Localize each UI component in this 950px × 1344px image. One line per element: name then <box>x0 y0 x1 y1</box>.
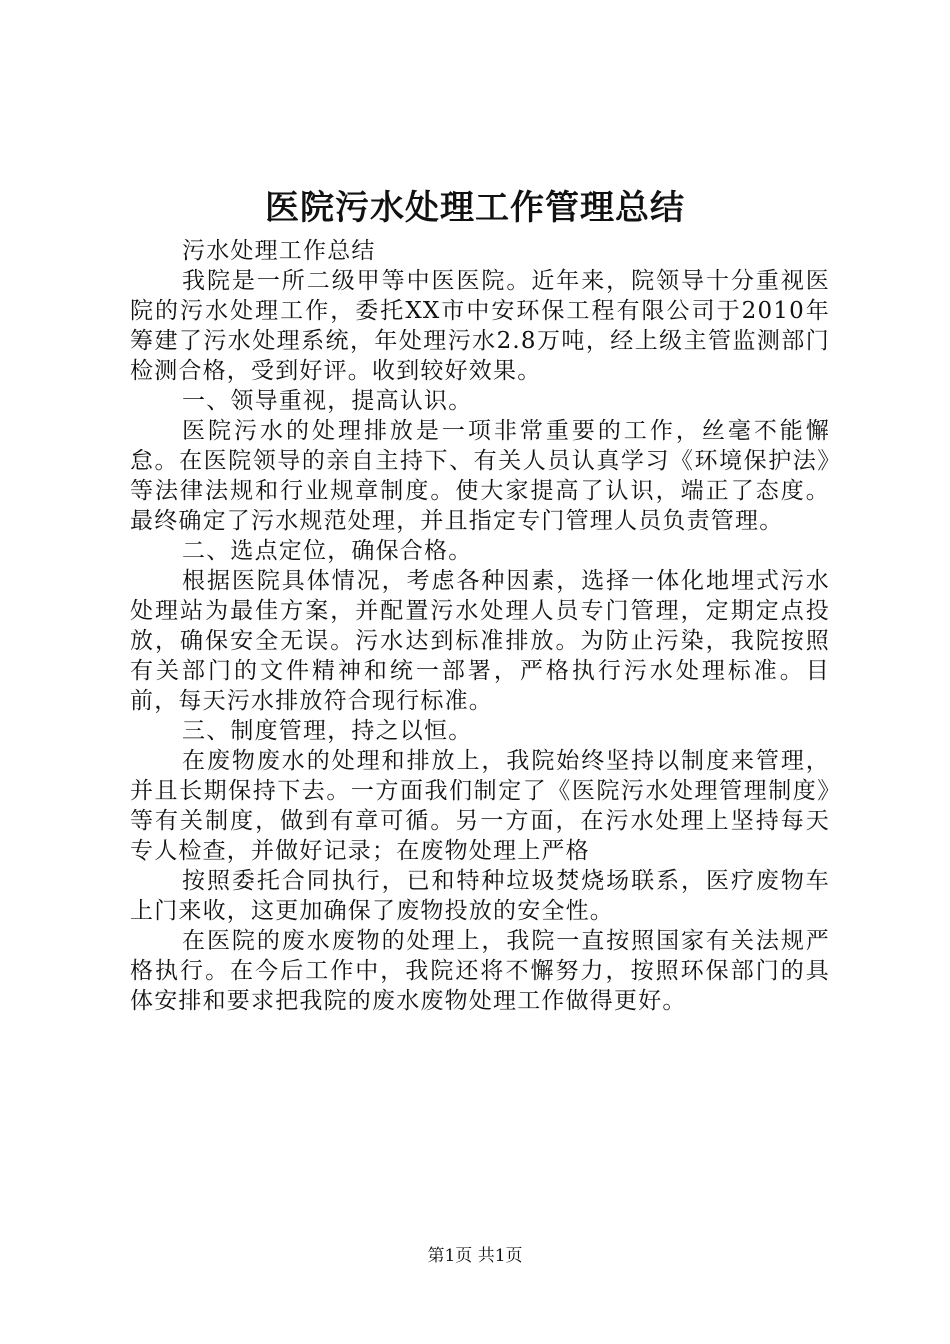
document-body <box>130 236 830 1016</box>
intro-paragraph: 我院是一所二级甲等中医医院。近年来，院领导十分重视医院的污水处理工作，委托XX市中安环保工程有限公司于2010年筹建了污水处理系统，年处理污水2.8万吨，经上级主管监测部门检测合格，受到好评。收到较好效果。 <box>130 268 830 384</box>
section-2-paragraph: 根据医院具体情况，考虑各种因素，选择一体化地埋式污水处理站为最佳方案，并配置污水处理人员专门管理，定期定点投放，确保安全无误。污水达到标准排放。为防止污染，我院按照有关部门的文件精神和统一部署，严格执行污水处理标准。目前，每天污水排放符合现行标准。 <box>130 568 830 714</box>
document-title: 医院污水处理工作管理总结 <box>265 188 685 228</box>
closing-paragraph: 在医院的废水废物的处理上，我院一直按照国家有关法规严格执行。在今后工作中，我院还将不懈努力，按照环保部门的具体安排和要求把我院的废水废物处理工作做得更好。 <box>130 928 830 1014</box>
section-3-continuation-paragraph: 按照委托合同执行，已和特种垃圾焚烧场联系，医疗废物车上门来收，这更加确保了废物投放的安全性。 <box>130 868 830 924</box>
subtitle-paragraph: 污水处理工作总结 <box>182 238 376 264</box>
section-heading-2: 二、选点定位，确保合格。 <box>182 538 473 564</box>
section-3-paragraph: 在废物废水的处理和排放上，我院始终坚持以制度来管理，并且长期保持下去。一方面我们制定了《医院污水处理管理制度》等有关制度，做到有章可循。另一方面，在污水处理上坚持每天专人检查，并做好记录；在废物处理上严格 <box>130 748 830 864</box>
section-heading-1: 一、领导重视，提高认识。 <box>182 388 473 414</box>
page-footer: 第1页 共1页 <box>427 1246 523 1266</box>
section-1-paragraph: 医院污水的处理排放是一项非常重要的工作，丝毫不能懈怠。在医院领导的亲自主持下、有关人员认真学习《环境保护法》等法律法规和行业规章制度。使大家提高了认识，端正了态度。最终确定了污水规范处理，并且指定专门管理人员负责管理。 <box>130 418 830 534</box>
section-heading-3: 三、制度管理，持之以恒。 <box>182 718 473 744</box>
